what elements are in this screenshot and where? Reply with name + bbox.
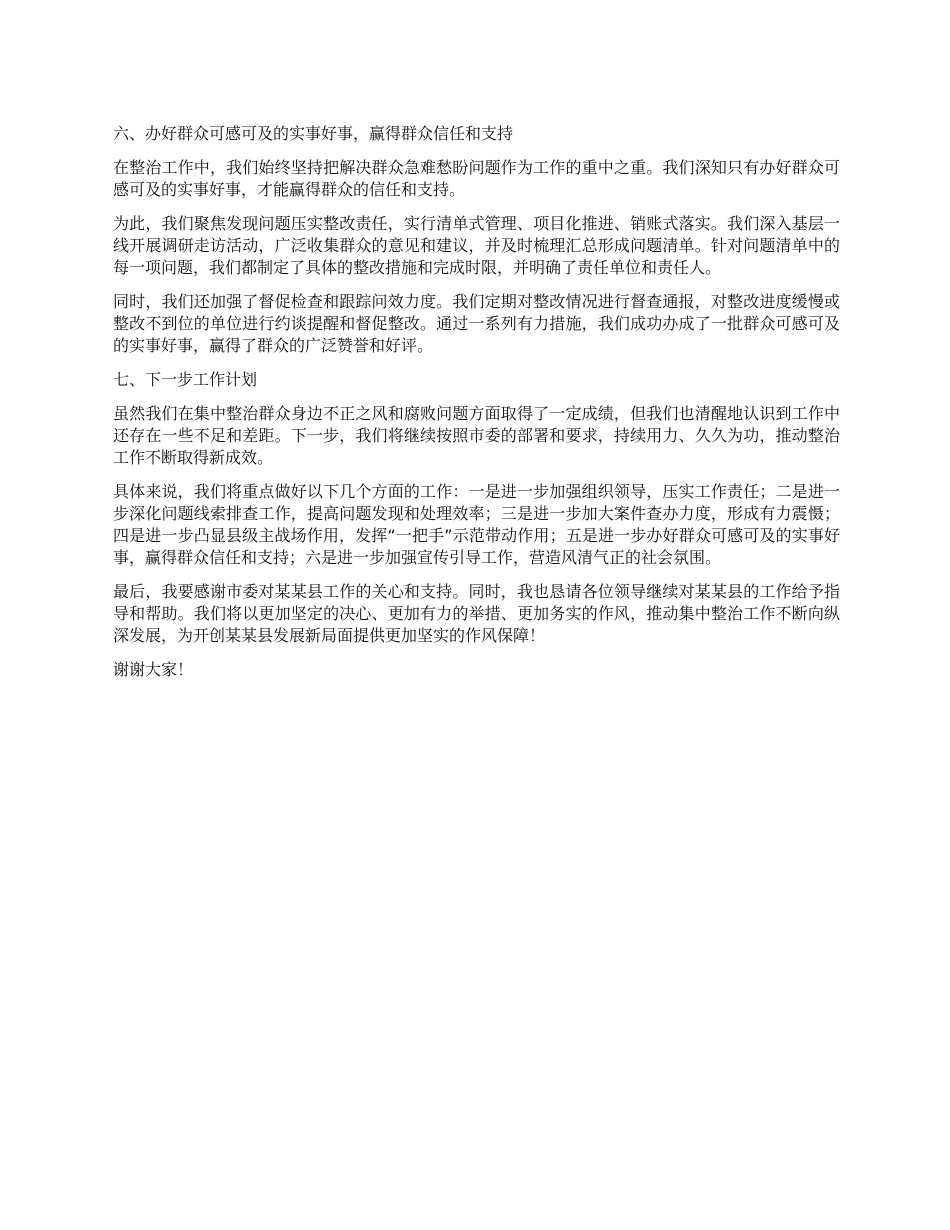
paragraph: 为此，我们聚焦发现问题压实整改责任，实行清单式管理、项目化推进、销账式落实。我们深入基层一线开展调研走访活动，广泛收集群众的意见和建议，并及时梳理汇总形成问题清单。针对问题清单中的每一项问题，我们都制定了具体的整改措施和完成时限，并明确了责任单位和责任人。 (113, 214, 840, 277)
paragraph: 虽然我们在集中整治群众身边不正之风和腐败问题方面取得了一定成绩，但我们也清醒地认识到工作中还存在一些不足和差距。下一步，我们将继续按照市委的部署和要求，持续用力、久久为功，推动整治工作不断取得新成效。 (113, 404, 840, 467)
paragraph: 具体来说，我们将重点做好以下几个方面的工作：一是进一步加强组织领导，压实工作责任；二是进一步深化问题线索排查工作，提高问题发现和处理效率；三是进一步加大案件查办力度，形成有力震慑；四是进一步凸显县级主战场作用，发挥“一把手”示范带动作用；五是进一步办好群众可感可及的实事好事，赢得群众信任和支持；六是进一步加强宣传引导工作，营造风清气正的社会氛围。 (113, 482, 840, 567)
paragraph: 在整治工作中，我们始终坚持把解决群众急难愁盼问题作为工作的重中之重。我们深知只有办好群众可感可及的实事好事，才能赢得群众的信任和支持。 (113, 158, 840, 199)
section-seven (113, 369, 840, 681)
section-heading: 七、下一步工作计划 (113, 370, 258, 389)
document-page (113, 123, 840, 693)
section-heading: 六、办好群众可感可及的实事好事，赢得群众信任和支持 (113, 124, 514, 143)
section-six (113, 123, 840, 357)
closing-line: 谢谢大家！ (113, 660, 194, 679)
paragraph: 最后，我要感谢市委对某某县工作的关心和支持。同时，我也恳请各位领导继续对某某县的工作给予指导和帮助。我们将以更加坚定的决心、更加有力的举措、更加务实的作风，推动集中整治工作不断向纵深发展，为开创某某县发展新局面提供更加坚实的作风保障！ (113, 582, 840, 645)
paragraph: 同时，我们还加强了督促检查和跟踪问效力度。我们定期对整改情况进行督查通报，对整改进度缓慢或整改不到位的单位进行约谈提醒和督促整改。通过一系列有力措施，我们成功办成了一批群众可感可及的实事好事，赢得了群众的广泛赞誉和好评。 (113, 292, 840, 355)
